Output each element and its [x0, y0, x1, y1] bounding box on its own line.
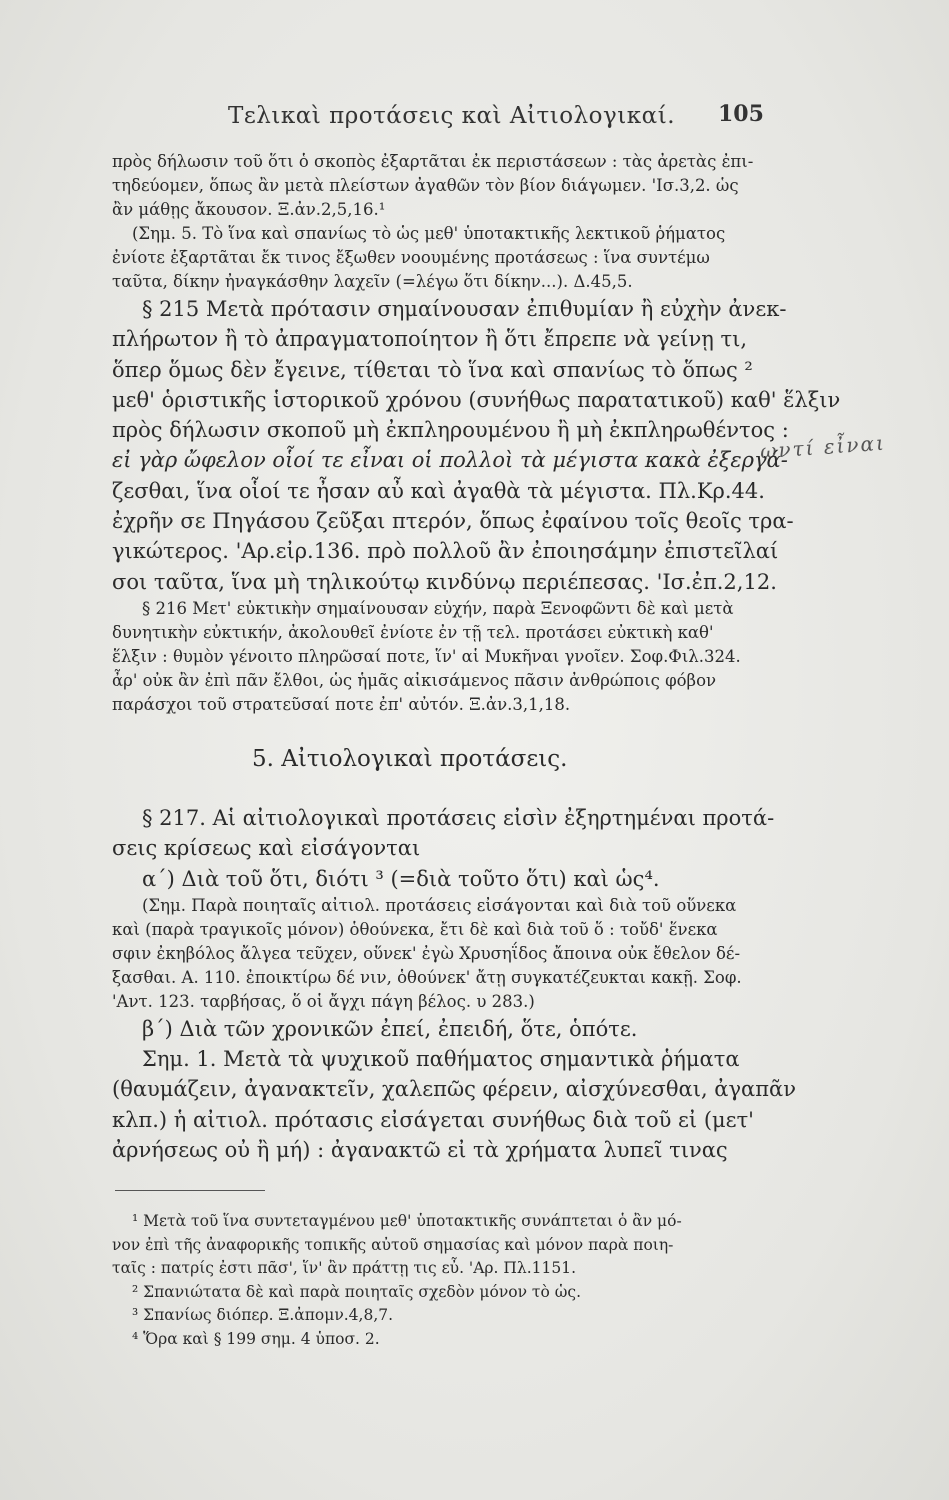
section-216	[112, 597, 772, 717]
footnotes	[112, 1210, 772, 1351]
text-line: § 217. Αἱ αἰτιολογικαὶ προτάσεις εἰσὶν ἐξηρτημέναι προτά-	[142, 805, 775, 830]
text-line: ἕλξιν : θυμὸν γένοιτο πληρῶσαί ποτε, ἵν' αἱ Μυκῆναι γνοῖεν. Σοφ.Φιλ.324.	[112, 646, 741, 666]
text-line: πρὸς δήλωσιν σκοποῦ μὴ ἐκπληρουμένου ἢ μὴ ἐκπληρωθέντος :	[112, 418, 789, 443]
text-line: κλπ.) ἡ αἰτιολ. πρότασις εἰσάγεται συνήθως διὰ τοῦ εἰ (μετ'	[112, 1107, 754, 1132]
text-line: εἰ γὰρ ὤφελον οἷοί τε εἶναι οἱ πολλοὶ τὰ μέγιστα κακὰ ἐξεργά-	[112, 448, 788, 473]
text-line: ταῦτα, δίκην ἠναγκάσθην λαχεῖν (=λέγω ὅτι δίκην...). Δ.45,5.	[112, 272, 633, 291]
text-line: ἐνίοτε ἐξαρτᾶται ἔκ τινος ἔξωθεν νοουμένης προτάσεως : ἵνα συντέμω	[112, 248, 710, 267]
note-block-2	[112, 894, 772, 1014]
text-line: ἂν μάθῃς ἄκουσον. Ξ.ἀν.2,5,16.¹	[112, 200, 386, 219]
footnote-line: ² Σπανιώτατα δὲ καὶ παρὰ ποιηταῖς σχεδὸν μόνον τὸ ὡς.	[132, 1282, 582, 1301]
page-number: 105	[718, 101, 764, 127]
text-line: παράσχοι τοῦ στρατεῦσαί ποτε ἐπ' αὐτόν. Ξ.ἀν.3,1,18.	[112, 694, 571, 714]
footnote-line: ταῖς : πατρίς ἐστι πᾶσ', ἵν' ἂν πράττῃ τις εὖ. 'Αρ. Πλ.1151.	[112, 1259, 576, 1277]
text-line: Σημ. 1. Μετὰ τὰ ψυχικοῦ παθήματος σημαντικὰ ῥήματα	[142, 1047, 740, 1072]
footnote-line: ³ Σπανίως διόπερ. Ξ.ἀπομν.4,8,7.	[132, 1306, 394, 1324]
text-line: σοι ταῦτα, ἵνα μὴ τηλικούτῳ κινδύνῳ περιέπεσας. 'Ισ.ἐπ.2,12.	[112, 569, 777, 594]
text-line: τηδεύομεν, ὅπως ἂν μετὰ πλείστων ἀγαθῶν τὸν βίον διάγωμεν. 'Ισ.3,2. ὡς	[112, 176, 739, 195]
text-line: γικώτερος. 'Αρ.εἰρ.136. πρὸ πολλοῦ ἂν ἐποιησάμην ἐπιστεῖλαί	[112, 539, 779, 564]
footnote-line: ¹ Μετὰ τοῦ ἵνα συντεταγμένου μεθ' ὑποτακτικῆς συνάπτεται ὁ ἂν μό-	[132, 1212, 682, 1230]
section-217	[112, 803, 775, 894]
text-line: (Σημ. Παρὰ ποιηταῖς αἰτιολ. προτάσεις εἰσάγονται καὶ διὰ τοῦ οὕνεκα	[142, 895, 737, 915]
text-line: πρὸς δήλωσιν τοῦ ὅτι ὁ σκοπὸς ἐξαρτᾶται ἐκ περιστάσεων : τὰς ἀρετὰς ἐπι-	[112, 152, 754, 171]
footnote-line: νον ἐπὶ τῆς ἀναφορικῆς τοπικῆς αὐτοῦ σημασίας καὶ μόνον παρὰ ποιη-	[112, 1235, 674, 1254]
section-heading: 5. Αἰτιολογικαὶ προτάσεις.	[252, 745, 568, 772]
text-line: σφιν ἐκηβόλος ἄλγεα τεῦχεν, οὕνεκ' ἐγὼ Χρυσηΐδος ἄποινα οὐκ ἔθελον δέ-	[112, 943, 741, 963]
text-line: (Σημ. 5. Τὸ ἵνα καὶ σπανίως τὸ ὡς μεθ' ὑποτακτικῆς λεκτικοῦ ῥήματος	[132, 224, 726, 243]
handwritten-margin-note: ωντί εἶναι	[759, 430, 887, 464]
text-line: καὶ (παρὰ τραγικοῖς μόνον) ὁθούνεκα, ἔτι δὲ καὶ διὰ τοῦ ὅ : τοὔδ' ἕνεκα	[112, 919, 718, 939]
text-line: § 216 Μετ' εὐκτικὴν σημαίνουσαν εὐχήν, παρὰ Ξενοφῶντι δὲ καὶ μετὰ	[142, 598, 734, 618]
text-line: ἐχρῆν σε Πηγάσου ζεῦξαι πτερόν, ὅπως ἐφαίνου τοῖς θεοῖς τρα-	[112, 509, 794, 534]
footnote-line: ⁴ Ὅρα καὶ § 199 σημ. 4 ὑποσ. 2.	[132, 1329, 380, 1348]
text-line: δυνητικὴν εὐκτικήν, ἀκολουθεῖ ἐνίοτε ἐν τῇ τελ. προτάσει εὐκτικὴ καθ'	[112, 622, 714, 642]
text-line: § 215 Μετὰ πρότασιν σημαίνουσαν ἐπιθυμίαν ἢ εὐχὴν ἀνεκ-	[142, 297, 787, 321]
text-line: ξασθαι. Α. 110. ἐποικτίρω δέ νιν, ὁθούνεκ' ἄτῃ συγκατέζευκται κακῇ. Σοφ.	[112, 967, 742, 987]
text-line: ὅπερ ὅμως δὲν ἔγεινε, τίθεται τὸ ἵνα καὶ σπανίως τὸ ὅπως ²	[112, 357, 753, 382]
text-line: ἀρνήσεως οὐ ἢ μή) : ἀγανακτῶ εἰ τὰ χρήματα λυπεῖ τινας	[112, 1138, 728, 1163]
text-line: ζεσθαι, ἵνα οἷοί τε ἦσαν αὖ καὶ ἀγαθὰ τὰ μέγιστα. Πλ.Κρ.44.	[112, 478, 765, 503]
text-line: 'Αντ. 123. ταρβήσας, ὅ οἱ ἄγχι πάγη βέλος. υ 283.)	[112, 991, 535, 1011]
running-head: Τελικαὶ προτάσεις καὶ Αἰτιολογικαί.	[228, 103, 676, 129]
text-line: ἆρ' οὐκ ἂν ἐπὶ πᾶν ἔλθοι, ὡς ἡμᾶς αἰκισάμενος πᾶσιν ἀνθρώποις φόβον	[112, 670, 717, 690]
note-block-1	[112, 150, 772, 294]
text-line: α΄) Διὰ τοῦ ὅτι, διότι ³ (=διὰ τοῦτο ὅτι) καὶ ὡς⁴.	[142, 866, 660, 891]
footnote-rule	[115, 1190, 265, 1191]
text-line: σεις κρίσεως καὶ εἰσάγονται	[112, 836, 421, 861]
text-line: πλήρωτον ἢ τὸ ἀπραγματοποίητον ἢ ὅτι ἔπρεπε νὰ γείνῃ τι,	[112, 327, 748, 352]
section-217-b	[112, 1014, 796, 1165]
text-line: (θαυμάζειν, ἀγανακτεῖν, χαλεπῶς φέρειν, αἰσχύνεσθαι, ἀγαπᾶν	[112, 1077, 796, 1102]
text-line: β΄) Διὰ τῶν χρονικῶν ἐπεί, ἐπειδή, ὅτε, ὁπότε.	[142, 1016, 638, 1041]
text-line: μεθ' ὁριστικῆς ἱστορικοῦ χρόνου (συνήθως παρατατικοῦ) καθ' ἕλξιν	[112, 387, 841, 412]
